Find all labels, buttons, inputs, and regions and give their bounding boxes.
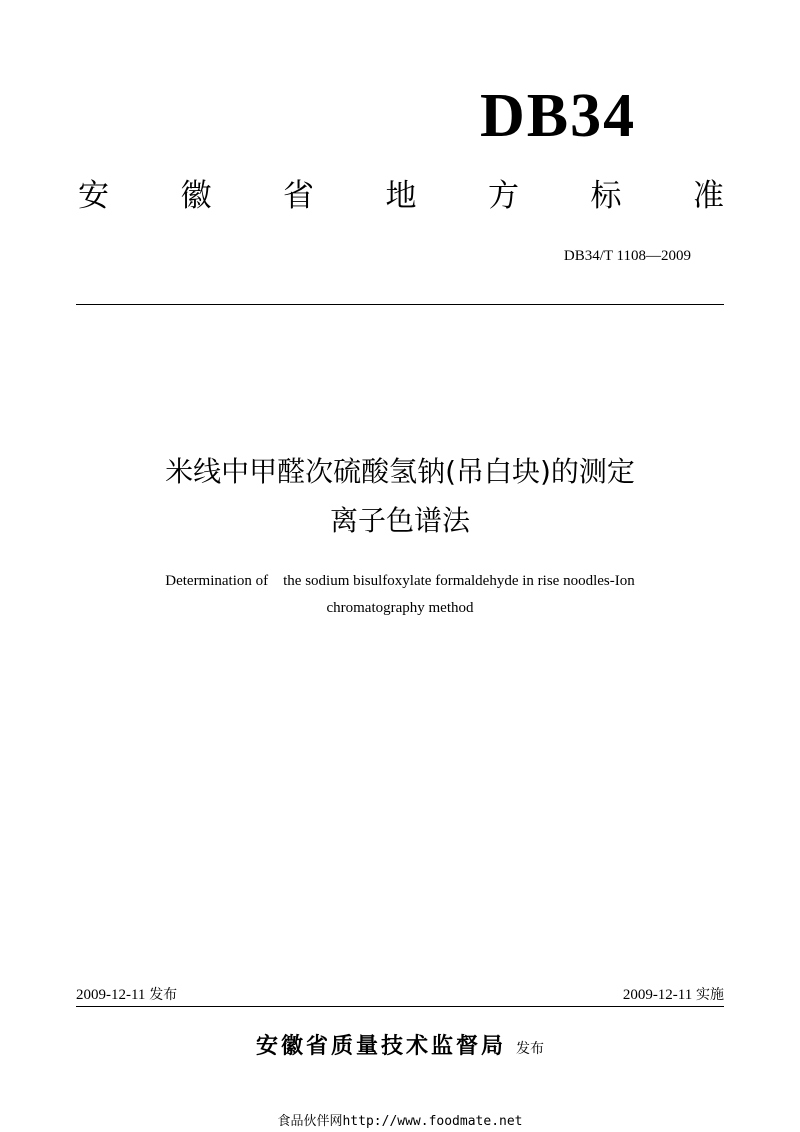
issue-date bbox=[76, 985, 177, 1005]
implementation-date-value: 2009-12-11 bbox=[622, 987, 693, 1003]
title-english-line-1: Determination of the sodium bisulfoxylate formaldehyde in rise noodles-Ion bbox=[165, 573, 635, 589]
standard-type-char: 徽 bbox=[180, 178, 212, 214]
title-chinese-line-2: 离子色谱法 bbox=[329, 504, 470, 537]
issue-date-label: 发布 bbox=[149, 987, 178, 1003]
standard-type-char: 省 bbox=[283, 178, 314, 214]
top-divider bbox=[76, 304, 724, 305]
standard-type-heading bbox=[78, 173, 724, 219]
implementation-date bbox=[623, 985, 724, 1005]
publisher-suffix: 发布 bbox=[516, 1041, 544, 1057]
standard-type-char: 方 bbox=[488, 178, 519, 214]
issue-date-value: 2009-12-11 bbox=[76, 987, 146, 1003]
publisher-name: 安徽省质量技术监督局 bbox=[255, 1034, 506, 1059]
bottom-divider bbox=[76, 1006, 724, 1007]
standard-type-char: 标 bbox=[590, 178, 622, 214]
standard-type-char: 准 bbox=[693, 178, 724, 214]
publisher bbox=[0, 1030, 800, 1066]
standard-number: DB34/T 1108—2009 bbox=[563, 248, 691, 264]
standard-code-logo: DB34 bbox=[480, 82, 637, 150]
implementation-date-label: 实施 bbox=[696, 987, 724, 1003]
standard-type-char: 安 bbox=[78, 178, 109, 214]
footer-watermark: 食品伙伴网http://www.foodmate.net bbox=[277, 1114, 523, 1129]
standard-type-char: 地 bbox=[385, 178, 417, 214]
title-english-line-2: chromatography method bbox=[326, 600, 474, 616]
title-chinese-line-1: 米线中甲醛次硫酸氢钠(吊白块)的测定 bbox=[165, 455, 635, 488]
